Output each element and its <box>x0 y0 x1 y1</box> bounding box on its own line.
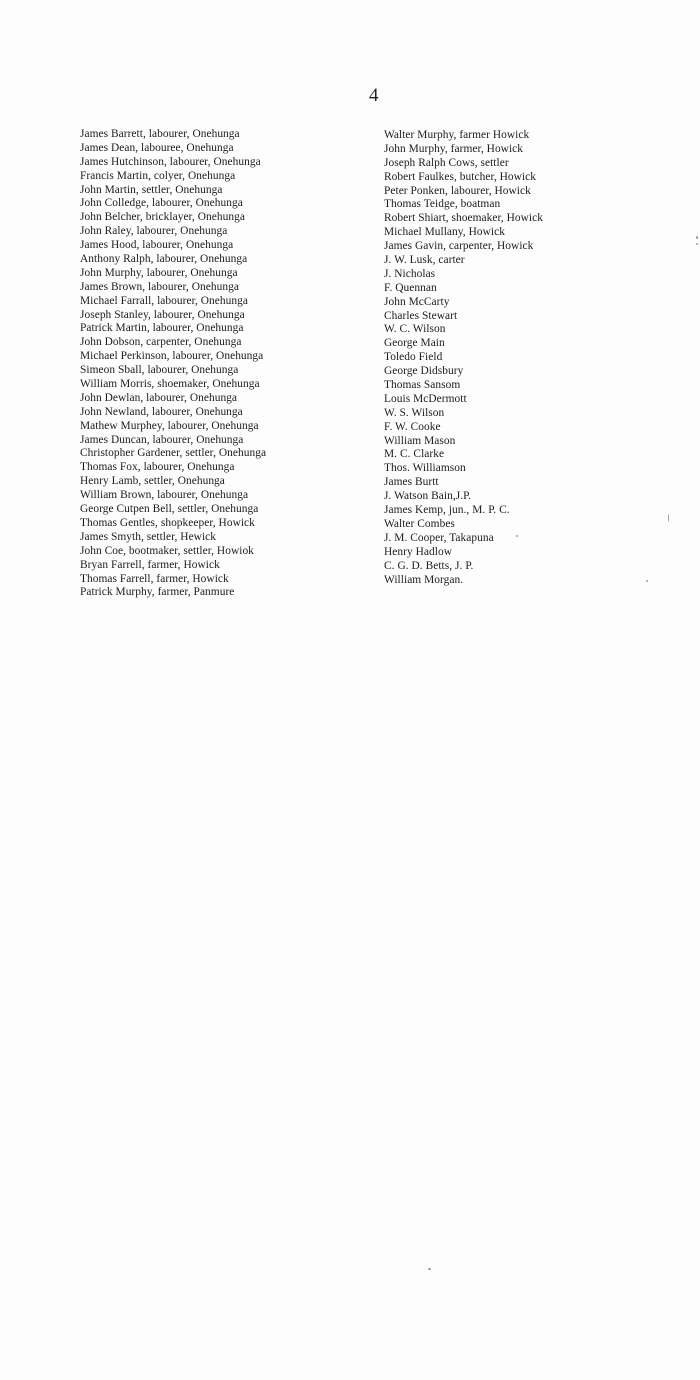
signatory-entry: Walter Murphy, farmer Howick <box>384 129 530 141</box>
signatory-entry: J. M. Cooper, Takapuna <box>384 531 494 544</box>
signatory-entry: Patrick Martin, labourer, Onehunga <box>80 322 244 335</box>
signatory-entry: John Coe, bootmaker, settler, Howiok <box>80 544 254 557</box>
signatory-entry: George Main <box>384 337 445 350</box>
signatory-entry: Thomas Farrell, farmer, Howick <box>80 572 229 585</box>
signatory-entry: Henry Hadlow <box>384 545 452 558</box>
signatory-entry: Michael Perkinson, labourer, Onehunga <box>80 350 264 363</box>
signatory-entry: John Newland, labourer, Onehunga <box>80 405 243 418</box>
signatory-entry: William Morris, shoemaker, Onehunga <box>80 378 260 391</box>
signatory-entry: William Brown, labourer, Onehunga <box>80 489 249 502</box>
signatory-list-left <box>80 128 350 600</box>
signatory-entry: Simeon Sball, labourer, Onehunga <box>80 364 239 377</box>
ink-speck <box>646 580 648 582</box>
signatory-entry: Michael Mullany, Howick <box>384 226 505 239</box>
signatory-entry: Peter Ponken, labourer, Howick <box>384 184 531 197</box>
signatory-entry: James Dean, labouree, Onehunga <box>80 141 234 154</box>
signatory-entry: William Morgan. <box>384 573 464 586</box>
signatory-entry: Thomas Gentles, shopkeeper, Howick <box>80 516 255 529</box>
signatory-entry: James Brown, labourer, Onehunga <box>80 280 239 293</box>
signatory-entry: Anthony Ralph, labourer, Onehunga <box>80 253 248 266</box>
signatory-entry: William Mason <box>384 434 456 447</box>
signatory-entry: Mathew Murphey, labourer, Onehunga <box>80 419 259 432</box>
signatory-entry: John Colledge, labourer, Onehunga <box>80 197 243 210</box>
signatory-entry: J. Watson Bain,J.P. <box>384 490 472 503</box>
ink-speck <box>428 1268 431 1270</box>
signatory-entry: M. C. Clarke <box>384 448 445 461</box>
signatory-entry: Michael Farrall, labourer, Onehunga <box>80 294 248 307</box>
ink-speck <box>668 514 669 522</box>
signatory-entry: James Hood, labourer, Onehunga <box>80 239 234 252</box>
signatory-entry: Christopher Gardener, settler, Onehunga <box>80 447 267 460</box>
signatory-entry: John Murphy, farmer, Howick <box>384 142 524 155</box>
signatory-entry: James Hutchinson, labourer, Onehunga <box>80 155 261 168</box>
signatory-entry: John McCarty <box>384 295 450 308</box>
ink-speck <box>696 236 698 239</box>
signatory-entry: James Gavin, carpenter, Howick <box>384 240 534 253</box>
signatory-entry: W. S. Wilson <box>384 406 445 419</box>
signatory-entry: Thomas Sansom <box>384 379 461 392</box>
signatory-entry: John Dobson, carpenter, Onehunga <box>80 336 242 349</box>
ink-speck <box>516 535 518 537</box>
signatory-entry: George Cutpen Bell, settler, Onehunga <box>80 503 259 516</box>
page-number: 4 <box>369 85 379 106</box>
signatory-entry: George Didsbury <box>384 365 464 378</box>
signatory-entry: J. W. Lusk, carter <box>384 254 465 267</box>
signatory-entry: Charles Stewart <box>384 309 458 322</box>
signatory-entry: Henry Lamb, settler, Onehunga <box>80 475 225 488</box>
signatory-entry: J. Nicholas <box>384 267 436 280</box>
signatory-entry: Thomas Teidge, boatman <box>384 198 501 211</box>
signatory-entry: Robert Faulkes, butcher, Howick <box>384 170 536 183</box>
ink-speck <box>696 243 698 245</box>
signatory-list-right <box>384 129 614 587</box>
signatory-entry: Louis McDermott <box>384 392 467 405</box>
signatory-entry: Francis Martin, colyer, Onehunga <box>80 169 236 182</box>
signatory-entry: James Duncan, labourer, Onehunga <box>80 433 244 446</box>
signatory-entry: John Belcher, bricklayer, Onehunga <box>80 211 245 224</box>
signatory-entry: James Barrett, labourer, Onehunga <box>80 128 240 140</box>
signatory-entry: John Murphy, labourer, Onehunga <box>80 266 238 279</box>
signatory-entry: Joseph Stanley, labourer, Onehunga <box>80 308 245 321</box>
signatory-entry: John Raley, labourer, Onehunga <box>80 225 228 238</box>
signatory-entry: James Smyth, settler, Hewick <box>80 530 217 543</box>
signatory-entry: C. G. D. Betts, J. P. <box>384 559 474 572</box>
signatory-entry: John Martin, settler, Onehunga <box>80 183 223 196</box>
signatory-entry: Thomas Fox, labourer, Onehunga <box>80 461 235 474</box>
signatory-entry: W. C. Wilson <box>384 323 446 336</box>
signatory-entry: F. Quennan <box>384 281 437 294</box>
signatory-entry: Joseph Ralph Cows, settler <box>384 156 509 169</box>
signatory-entry: F. W. Cooke <box>384 420 441 433</box>
signatory-entry: James Burtt <box>384 476 439 489</box>
signatory-entry: Patrick Murphy, farmer, Panmure <box>80 586 235 599</box>
signatory-entry: Toledo Field <box>384 351 443 364</box>
signatory-entry: Robert Shiart, shoemaker, Howick <box>384 212 543 225</box>
signatory-entry: Bryan Farrell, farmer, Howick <box>80 558 220 571</box>
signatory-entry: Walter Combes <box>384 517 455 530</box>
signatory-entry: John Dewlan, labourer, Onehunga <box>80 391 238 404</box>
signatory-entry: Thos. Williamson <box>384 462 466 475</box>
signatory-entry: James Kemp, jun., M. P. C. <box>384 504 510 517</box>
